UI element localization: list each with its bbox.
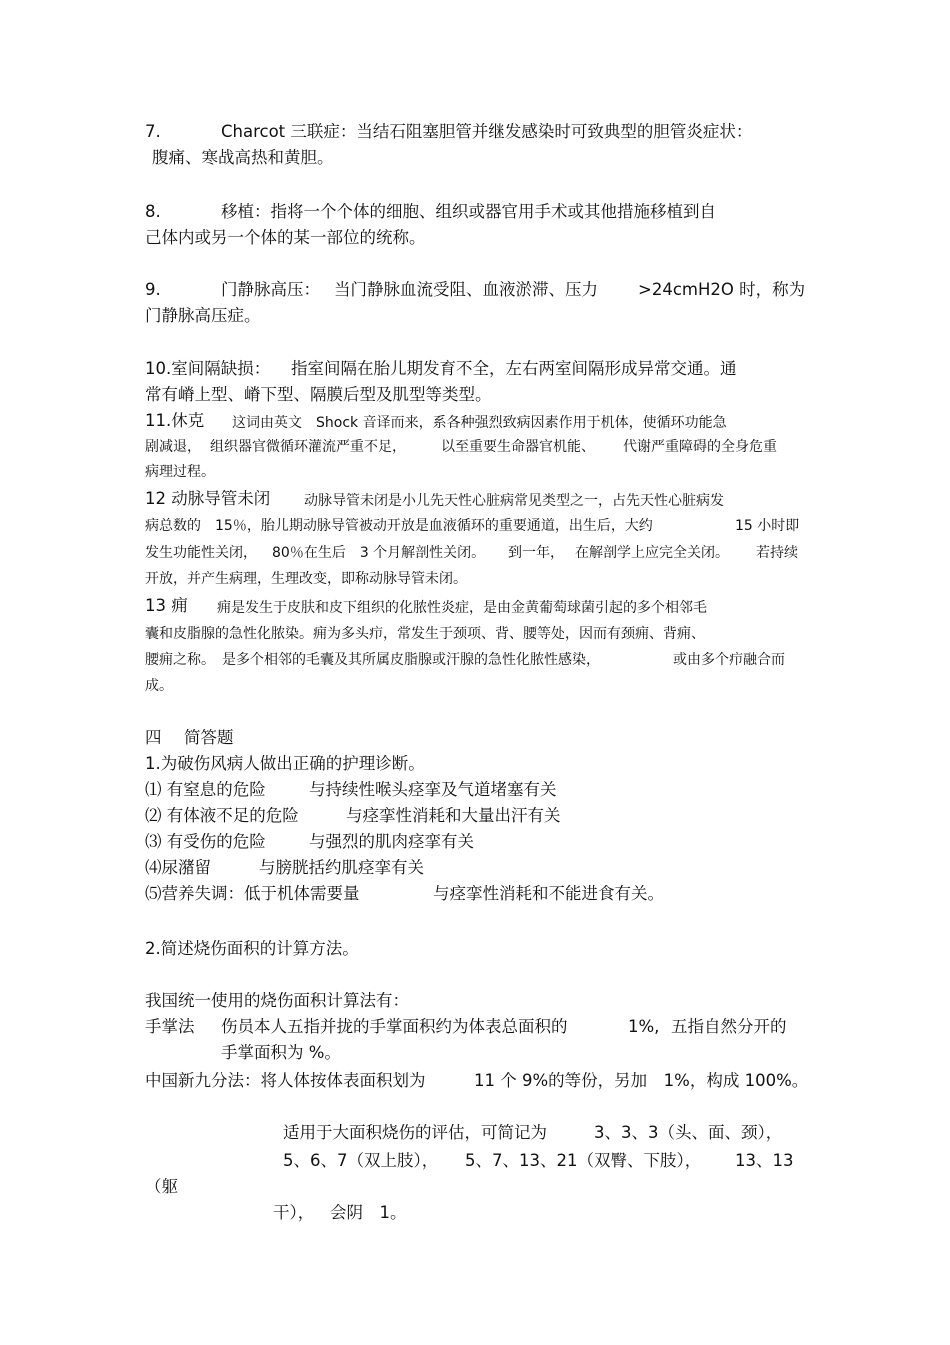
def12-line3d: 在解剖学上应完全关闭。 xyxy=(575,545,729,561)
def9-line1: 当门静脉血流受阻、血液淤滞、压力 xyxy=(334,280,598,299)
section-number: 四 xyxy=(145,728,162,747)
q1-question: 1.为破伤风病人做出正确的护理诊断。 xyxy=(145,754,425,773)
def12-line4: 开放，并产生病理，生理改变，即称动脉导管未闭。 xyxy=(145,571,467,587)
def9-term: 门静脉高压： xyxy=(221,280,320,299)
nine-rule-line3-end: 13、13 xyxy=(735,1151,794,1170)
nine-rule-line1: 中国新九分法：将人体按体表面积划为 xyxy=(145,1071,426,1090)
def13-line3b: 是多个相邻的毛囊及其所属皮脂腺或汗腺的急性化脓性感染， xyxy=(222,652,600,668)
q1-item-label: ⑸营养失调：低于机体需要量 xyxy=(145,884,360,903)
def12-line3e: 若持续 xyxy=(756,545,798,561)
palm-method-line2: 手掌面积为 %。 xyxy=(221,1043,341,1062)
section-title: 简答题 xyxy=(184,728,234,747)
nine-rule-line4: （躯 xyxy=(145,1177,178,1196)
q2-question: 2.简述烧伤面积的计算方法。 xyxy=(145,939,359,958)
def9-line2: 门静脉高压症。 xyxy=(145,306,261,325)
def11-term: 11.休克 xyxy=(145,411,205,430)
q1-item-reason: 与膀胱括约肌痉挛有关 xyxy=(259,858,424,877)
def10-line2: 常有嵴上型、嵴下型、隔膜后型及肌型等类型。 xyxy=(145,385,492,404)
def13-line1: 痈是发生于皮肤和皮下组织的化脓性炎症，是由金黄葡萄球菌引起的多个相邻毛 xyxy=(217,600,707,616)
def11-line2b: 组织器官微循环灌流严重不足， xyxy=(210,439,406,455)
def13-line3c: 或由多个疖融合而 xyxy=(673,652,785,668)
def11-line2d: 代谢严重障碍的全身危重 xyxy=(623,439,777,455)
palm-method-line1-end: 五指自然分开的 xyxy=(671,1017,787,1036)
def13-line2: 囊和皮脂腺的急性化脓染。痈为多头疖，常发生于颈项、背、腰等处，因而有颈痈、背痈、 xyxy=(145,626,705,642)
nine-rule-line1-end: 11 个 9%的等份，另加 1%，构成 100%。 xyxy=(474,1071,809,1090)
q1-item-label: ⑷尿潴留 xyxy=(145,858,211,877)
def7-line2: 腹痛、寒战高热和黄胆。 xyxy=(152,148,334,167)
nine-rule-line5-end: 会阴 1。 xyxy=(330,1203,407,1222)
palm-method-line1: 伤员本人五指并拢的手掌面积约为体表总面积的 xyxy=(221,1017,568,1036)
def13-line4: 成。 xyxy=(145,678,173,694)
def11-line1: 这词由英文 Shock 音译而来，系各种强烈致病因素作用于机体，使循环功能急 xyxy=(232,415,727,431)
def7-number: 7. xyxy=(145,122,161,141)
def12-line1: 动脉导管未闭是小儿先天性心脏病常见类型之一，占先天性心脏病发 xyxy=(304,493,724,509)
def12-term: 12 动脉导管未闭 xyxy=(145,489,271,508)
q1-item-reason: 与痉挛性消耗和大量出汗有关 xyxy=(346,806,561,825)
nine-rule-line2: 适用于大面积烧伤的评估，可简记为 xyxy=(283,1123,547,1142)
def12-line2a: 病总数的 15％，胎儿期动脉导管被动开放是血液循环的重要通道，出生后，大约 xyxy=(145,518,653,534)
def12-line3c: 到一年， xyxy=(508,545,564,561)
def8-line2: 己体内或另一个体的某一部位的统称。 xyxy=(145,228,426,247)
q1-item-reason: 与痉挛性消耗和不能进食有关。 xyxy=(433,884,664,903)
def8-number: 8. xyxy=(145,202,161,221)
nine-rule-line3-mid: 5、7、13、21（双臀、下肢）， xyxy=(465,1151,702,1170)
def7-line1: Charcot 三联症：当结石阻塞胆管并继发感染时可致典型的胆管炎症状： xyxy=(221,122,753,141)
q1-item-label: ⑵ 有体液不足的危险 xyxy=(145,806,299,825)
q1-item-label: ⑴ 有窒息的危险 xyxy=(145,780,266,799)
q2-intro: 我国统一使用的烧伤面积计算法有： xyxy=(145,991,409,1010)
palm-method-label: 手掌法 xyxy=(145,1017,195,1036)
def8-line1: 移植：指将一个个体的细胞、组织或器官用手术或其他措施移植到自 xyxy=(221,202,716,221)
def11-line2a: 剧减退， xyxy=(145,439,201,455)
q1-item-label: ⑶ 有受伤的危险 xyxy=(145,832,266,851)
def9-line1-end: >24cmH2O 时，称为 xyxy=(638,280,806,299)
nine-rule-line2-end: 3、3、3（头、面、颈）， xyxy=(594,1123,783,1142)
def13-line3a: 腰痈之称。 xyxy=(145,652,215,668)
palm-method-percent: 1%, xyxy=(628,1017,660,1036)
def10-term: 10.室间隔缺损： xyxy=(145,359,271,378)
def10-line1: 指室间隔在胎儿期发育不全，左右两室间隔形成异常交通。通 xyxy=(291,359,737,378)
def12-line2b: 15 小时即 xyxy=(735,518,800,534)
q1-item-reason: 与强烈的肌肉痉挛有关 xyxy=(309,832,474,851)
def11-line3: 病理过程。 xyxy=(145,464,215,480)
nine-rule-line5: 干）， xyxy=(273,1203,315,1222)
def12-line3b: 80％在生后 3 个月解剖性关闭。 xyxy=(272,545,486,561)
def9-number: 9. xyxy=(145,280,161,299)
def12-line3a: 发生功能性关闭， xyxy=(145,545,257,561)
def13-term: 13 痈 xyxy=(145,596,188,615)
nine-rule-line3: 5、6、7（双上肢）， xyxy=(283,1151,439,1170)
def11-line2c: 以至重要生命器官机能、 xyxy=(441,439,595,455)
q1-item-reason: 与持续性喉头痉挛及气道堵塞有关 xyxy=(309,780,557,799)
